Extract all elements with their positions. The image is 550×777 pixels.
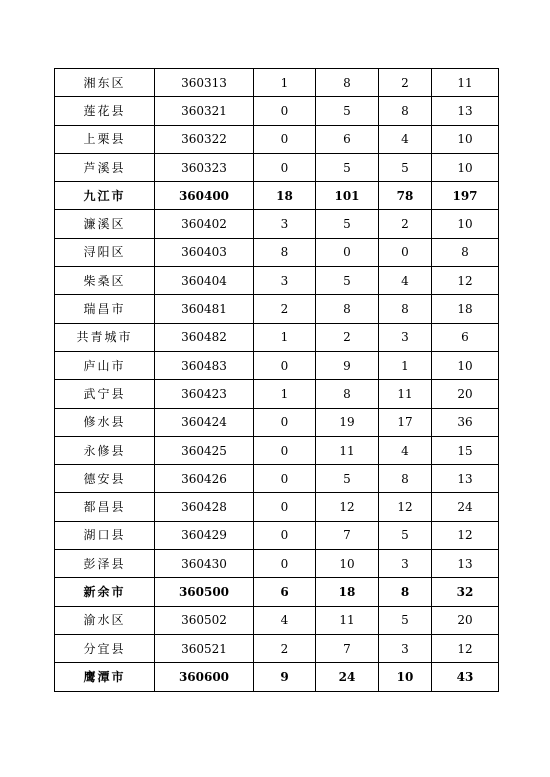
- total-cell: 43: [432, 663, 499, 691]
- total-cell: 12: [432, 634, 499, 662]
- value-cell-1: 0: [254, 550, 316, 578]
- table-row: [55, 125, 499, 153]
- region-code-cell: 360502: [155, 606, 254, 634]
- region-name-cell: 修水县: [55, 408, 155, 436]
- value-cell-2: 5: [316, 465, 379, 493]
- value-cell-2: 6: [316, 125, 379, 153]
- value-cell-3: 4: [379, 267, 432, 295]
- value-cell-2: 5: [316, 153, 379, 181]
- region-code-cell: 360482: [155, 323, 254, 351]
- value-cell-1: 0: [254, 408, 316, 436]
- region-code-cell: 360322: [155, 125, 254, 153]
- table-row: [55, 465, 499, 493]
- value-cell-3: 5: [379, 153, 432, 181]
- value-cell-1: 9: [254, 663, 316, 691]
- value-cell-1: 3: [254, 210, 316, 238]
- value-cell-3: 5: [379, 521, 432, 549]
- value-cell-2: 7: [316, 634, 379, 662]
- value-cell-3: 3: [379, 323, 432, 351]
- table-row: [55, 210, 499, 238]
- table-row: [55, 351, 499, 379]
- value-cell-2: 11: [316, 436, 379, 464]
- value-cell-3: 12: [379, 493, 432, 521]
- total-cell: 12: [432, 521, 499, 549]
- region-code-cell: 360404: [155, 267, 254, 295]
- table-row: [55, 267, 499, 295]
- region-name-cell: 新余市: [55, 578, 155, 606]
- value-cell-2: 11: [316, 606, 379, 634]
- city-total-row: [55, 663, 499, 691]
- region-name-cell: 湘东区: [55, 69, 155, 97]
- region-name-cell: 浔阳区: [55, 238, 155, 266]
- total-cell: 20: [432, 606, 499, 634]
- value-cell-1: 1: [254, 380, 316, 408]
- value-cell-1: 6: [254, 578, 316, 606]
- value-cell-1: 8: [254, 238, 316, 266]
- value-cell-3: 5: [379, 606, 432, 634]
- total-cell: 12: [432, 267, 499, 295]
- region-data-table: [54, 68, 499, 692]
- table-row: [55, 380, 499, 408]
- value-cell-3: 2: [379, 69, 432, 97]
- value-cell-2: 5: [316, 267, 379, 295]
- table-row: [55, 408, 499, 436]
- table-row: [55, 550, 499, 578]
- city-total-row: [55, 182, 499, 210]
- value-cell-1: 4: [254, 606, 316, 634]
- total-cell: 36: [432, 408, 499, 436]
- region-code-cell: 360428: [155, 493, 254, 521]
- value-cell-2: 5: [316, 97, 379, 125]
- value-cell-1: 3: [254, 267, 316, 295]
- value-cell-1: 0: [254, 97, 316, 125]
- table-row: [55, 295, 499, 323]
- value-cell-3: 10: [379, 663, 432, 691]
- value-cell-2: 5: [316, 210, 379, 238]
- region-name-cell: 芦溪县: [55, 153, 155, 181]
- region-code-cell: 360426: [155, 465, 254, 493]
- value-cell-3: 4: [379, 125, 432, 153]
- total-cell: 10: [432, 210, 499, 238]
- region-name-cell: 上栗县: [55, 125, 155, 153]
- region-code-cell: 360425: [155, 436, 254, 464]
- table-row: [55, 634, 499, 662]
- value-cell-3: 0: [379, 238, 432, 266]
- value-cell-1: 0: [254, 493, 316, 521]
- total-cell: 20: [432, 380, 499, 408]
- value-cell-1: 18: [254, 182, 316, 210]
- total-cell: 8: [432, 238, 499, 266]
- total-cell: 197: [432, 182, 499, 210]
- region-name-cell: 武宁县: [55, 380, 155, 408]
- region-name-cell: 渝水区: [55, 606, 155, 634]
- value-cell-3: 3: [379, 550, 432, 578]
- value-cell-1: 2: [254, 295, 316, 323]
- value-cell-2: 18: [316, 578, 379, 606]
- value-cell-2: 0: [316, 238, 379, 266]
- region-code-cell: 360323: [155, 153, 254, 181]
- value-cell-3: 78: [379, 182, 432, 210]
- value-cell-2: 8: [316, 380, 379, 408]
- city-total-row: [55, 578, 499, 606]
- table-row: [55, 238, 499, 266]
- total-cell: 15: [432, 436, 499, 464]
- value-cell-1: 0: [254, 521, 316, 549]
- region-code-cell: 360500: [155, 578, 254, 606]
- region-name-cell: 彭泽县: [55, 550, 155, 578]
- region-name-cell: 都昌县: [55, 493, 155, 521]
- table-row: [55, 153, 499, 181]
- region-code-cell: 360430: [155, 550, 254, 578]
- value-cell-3: 8: [379, 578, 432, 606]
- value-cell-2: 8: [316, 69, 379, 97]
- region-name-cell: 德安县: [55, 465, 155, 493]
- table-row: [55, 493, 499, 521]
- value-cell-1: 0: [254, 436, 316, 464]
- value-cell-1: 0: [254, 125, 316, 153]
- total-cell: 13: [432, 550, 499, 578]
- total-cell: 10: [432, 153, 499, 181]
- total-cell: 18: [432, 295, 499, 323]
- value-cell-3: 11: [379, 380, 432, 408]
- value-cell-1: 2: [254, 634, 316, 662]
- value-cell-3: 17: [379, 408, 432, 436]
- table-row: [55, 97, 499, 125]
- region-code-cell: 360483: [155, 351, 254, 379]
- value-cell-2: 101: [316, 182, 379, 210]
- region-name-cell: 濂溪区: [55, 210, 155, 238]
- value-cell-2: 24: [316, 663, 379, 691]
- region-name-cell: 共青城市: [55, 323, 155, 351]
- region-name-cell: 庐山市: [55, 351, 155, 379]
- value-cell-2: 9: [316, 351, 379, 379]
- table-row: [55, 606, 499, 634]
- value-cell-3: 2: [379, 210, 432, 238]
- total-cell: 13: [432, 97, 499, 125]
- value-cell-1: 1: [254, 323, 316, 351]
- region-code-cell: 360402: [155, 210, 254, 238]
- region-code-cell: 360403: [155, 238, 254, 266]
- value-cell-3: 1: [379, 351, 432, 379]
- value-cell-3: 3: [379, 634, 432, 662]
- region-name-cell: 莲花县: [55, 97, 155, 125]
- value-cell-3: 8: [379, 465, 432, 493]
- value-cell-1: 0: [254, 465, 316, 493]
- value-cell-2: 12: [316, 493, 379, 521]
- region-code-cell: 360424: [155, 408, 254, 436]
- region-code-cell: 360521: [155, 634, 254, 662]
- region-code-cell: 360600: [155, 663, 254, 691]
- table-row: [55, 521, 499, 549]
- table-body: [55, 69, 499, 692]
- region-code-cell: 360313: [155, 69, 254, 97]
- value-cell-1: 0: [254, 351, 316, 379]
- total-cell: 32: [432, 578, 499, 606]
- table-row: [55, 69, 499, 97]
- region-code-cell: 360321: [155, 97, 254, 125]
- total-cell: 6: [432, 323, 499, 351]
- total-cell: 24: [432, 493, 499, 521]
- value-cell-2: 2: [316, 323, 379, 351]
- value-cell-2: 8: [316, 295, 379, 323]
- total-cell: 11: [432, 69, 499, 97]
- table-row: [55, 436, 499, 464]
- region-name-cell: 永修县: [55, 436, 155, 464]
- value-cell-3: 8: [379, 97, 432, 125]
- region-name-cell: 湖口县: [55, 521, 155, 549]
- region-code-cell: 360429: [155, 521, 254, 549]
- total-cell: 10: [432, 351, 499, 379]
- region-name-cell: 九江市: [55, 182, 155, 210]
- region-name-cell: 鹰潭市: [55, 663, 155, 691]
- value-cell-1: 0: [254, 153, 316, 181]
- region-name-cell: 柴桑区: [55, 267, 155, 295]
- total-cell: 13: [432, 465, 499, 493]
- value-cell-3: 4: [379, 436, 432, 464]
- value-cell-2: 7: [316, 521, 379, 549]
- total-cell: 10: [432, 125, 499, 153]
- value-cell-1: 1: [254, 69, 316, 97]
- value-cell-2: 19: [316, 408, 379, 436]
- value-cell-3: 8: [379, 295, 432, 323]
- region-code-cell: 360400: [155, 182, 254, 210]
- table-row: [55, 323, 499, 351]
- region-name-cell: 瑞昌市: [55, 295, 155, 323]
- region-name-cell: 分宜县: [55, 634, 155, 662]
- region-code-cell: 360423: [155, 380, 254, 408]
- value-cell-2: 10: [316, 550, 379, 578]
- region-code-cell: 360481: [155, 295, 254, 323]
